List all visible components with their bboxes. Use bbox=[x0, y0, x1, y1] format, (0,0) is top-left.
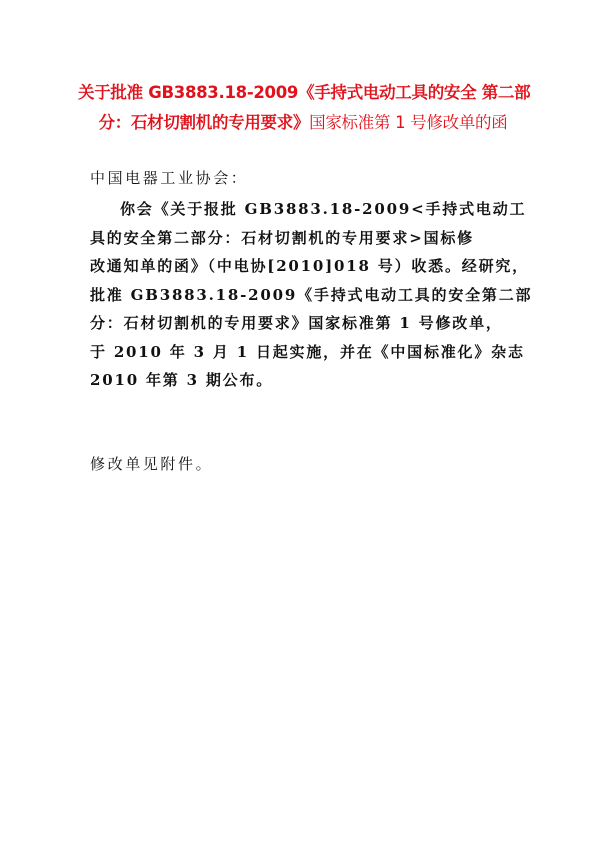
title-line-1: 关于批准 GB3883.18-2009《手持式电动工具的安全 第二部 bbox=[78, 83, 531, 102]
attachment-note: 修改单见附件。 bbox=[90, 455, 214, 473]
title-line-2 bbox=[78, 108, 528, 138]
salutation: 中国电器工业协会： bbox=[90, 169, 249, 187]
body-paragraph bbox=[90, 195, 533, 395]
title-line-2-bold: 分：石材切割机的专用要求》 bbox=[98, 113, 310, 132]
title-line-2-rest: 国家标准第 1 号修改单的函 bbox=[309, 113, 508, 132]
body-line: 于 2010 年 3 月 1 日起实施，并在《中国标准化》杂志 bbox=[90, 342, 525, 361]
body-line: 2010 年第 3 期公布。 bbox=[90, 371, 274, 389]
body-line: 具的安全第二部分：石材切割机的专用要求>国标修 bbox=[90, 228, 474, 247]
body-line: 分：石材切割机的专用要求》国家标准第 1 号修改单， bbox=[90, 314, 503, 332]
body-line: 你会《关于报批 GB3883.18-2009<手持式电动工 bbox=[120, 200, 527, 218]
document-title bbox=[78, 78, 531, 138]
body-line: 改通知单的函》（中电协[2010]018 号）收悉。经研究， bbox=[90, 257, 529, 275]
body-line: 批准 GB3883.18-2009《手持式电动工具的安全第二部 bbox=[90, 285, 533, 304]
